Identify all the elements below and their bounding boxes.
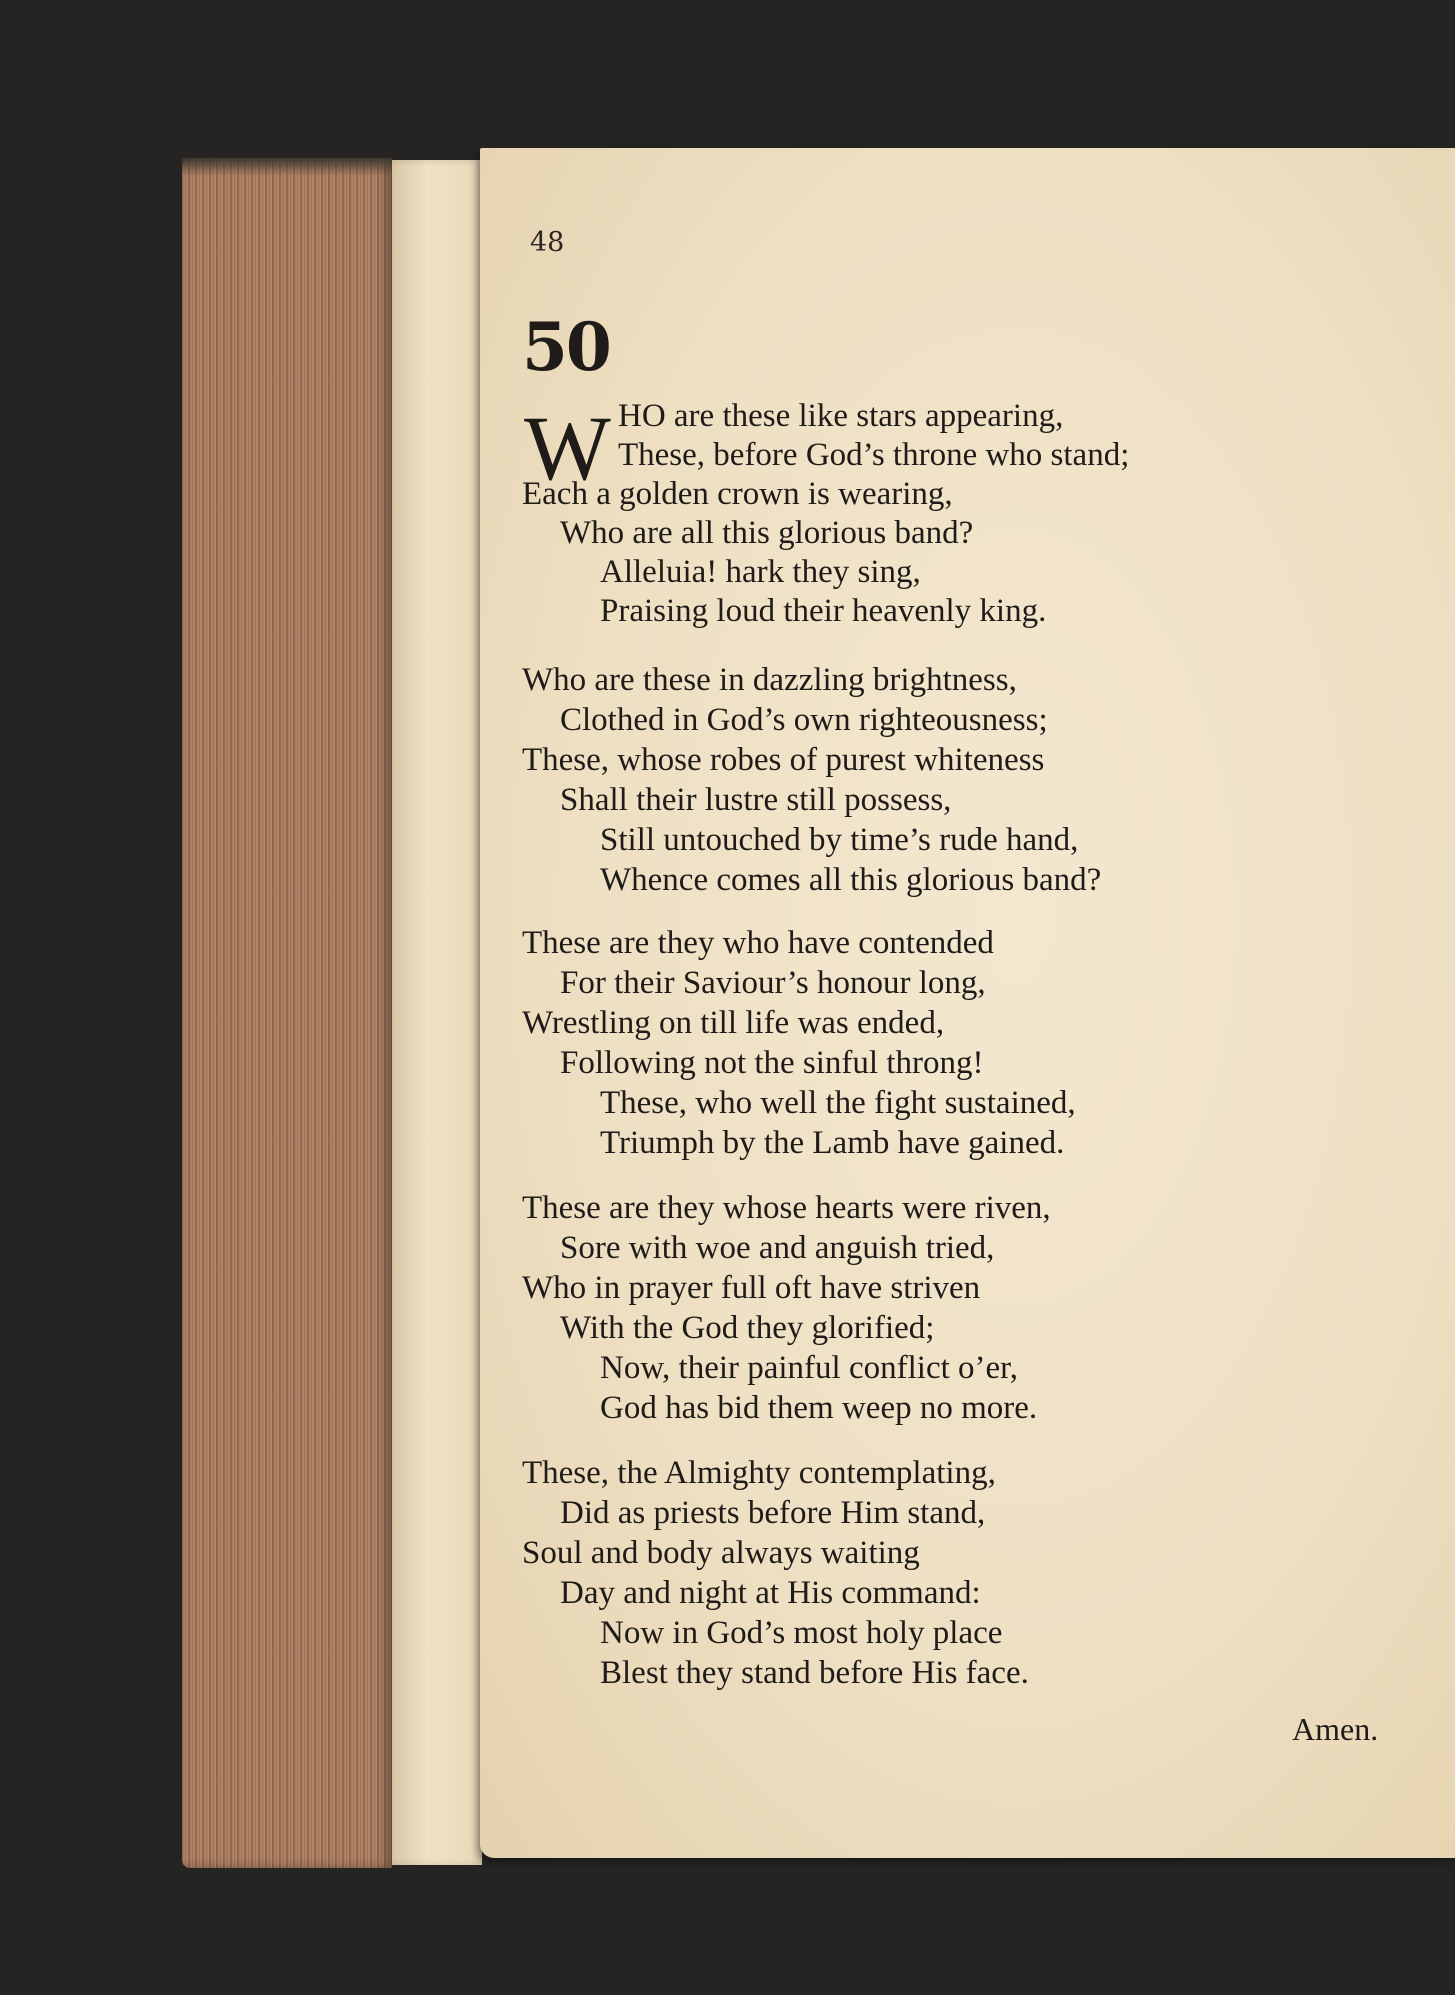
amen: Amen. <box>1292 1711 1379 1747</box>
verse-line: With the God they glorified; <box>560 1310 935 1346</box>
verse-line: These, who well the fight sustained, <box>600 1085 1076 1121</box>
page-number: 48 <box>530 227 565 258</box>
book <box>182 148 1455 1873</box>
page-edges <box>182 158 392 1868</box>
verse-line: HO are these like stars appearing, <box>618 398 1064 434</box>
verse-line: Sore with woe and anguish tried, <box>560 1230 995 1266</box>
verse-line: These are they who have contended <box>522 925 994 961</box>
verse-line: These, the Almighty contemplating, <box>522 1455 996 1491</box>
verse-line: Blest they stand before His face. <box>600 1655 1029 1691</box>
verse-line: Triumph by the Lamb have gained. <box>600 1125 1065 1161</box>
verse-line: These, before God’s throne who stand; <box>618 437 1130 473</box>
verse-line: Alleluia! hark they sing, <box>600 554 921 590</box>
verse-line: Praising loud their heavenly king. <box>600 593 1047 629</box>
verse-line: Still untouched by time’s rude hand, <box>600 822 1079 858</box>
verse-line: Whence comes all this glorious band? <box>600 862 1102 898</box>
verse-line: Who in prayer full oft have striven <box>522 1270 981 1306</box>
drop-cap: W <box>524 397 611 499</box>
verse-line: Who are all this glorious band? <box>560 515 974 551</box>
previous-page-edge <box>392 160 482 1865</box>
verse-line: Now in God’s most holy place <box>600 1615 1003 1651</box>
verse-line: Now, their painful conflict o’er, <box>600 1350 1019 1386</box>
verse-line: Following not the sinful throng! <box>560 1045 984 1081</box>
verse-line: Soul and body always waiting <box>522 1535 920 1571</box>
verse-line: Did as priests before Him stand, <box>560 1495 986 1531</box>
verse-line: Wrestling on till life was ended, <box>522 1005 945 1041</box>
verse-line: Clothed in God’s own righteousness; <box>560 702 1048 738</box>
verse-line: Who are these in dazzling brightness, <box>522 662 1017 698</box>
verse-line: These are they whose hearts were riven, <box>522 1190 1051 1226</box>
verse-line: For their Saviour’s honour long, <box>560 965 986 1001</box>
hymn-number: 50 <box>522 308 610 386</box>
verse-line: These, whose robes of purest whiteness <box>522 742 1045 778</box>
verse-line: Each a golden crown is wearing, <box>522 476 953 512</box>
verse-line: Shall their lustre still possess, <box>560 782 952 818</box>
verse-line: God has bid them weep no more. <box>600 1390 1038 1426</box>
verse-line: Day and night at His command: <box>560 1575 981 1611</box>
